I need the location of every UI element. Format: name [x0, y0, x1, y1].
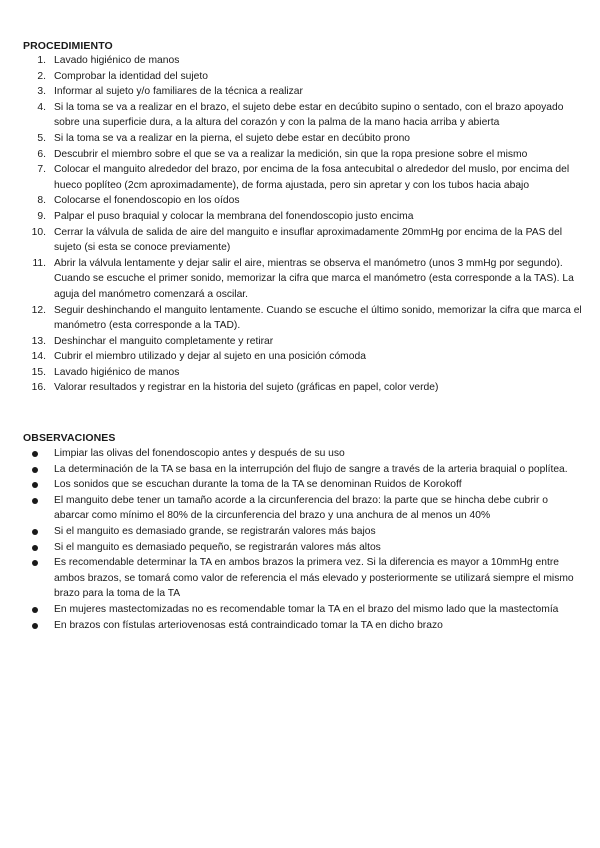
observation-text: En brazos con fístulas arteriovenosas está contraindicado tomar la TA en dicho brazo	[54, 619, 443, 631]
observaciones-list	[0, 446, 600, 633]
step-number: 6.	[37, 148, 46, 160]
bullet-icon	[32, 560, 38, 566]
step-text: Valorar resultados y registrar en la historia del sujeto (gráficas en papel, color verde)	[54, 382, 439, 394]
bullet-icon	[32, 451, 38, 457]
observation-text: Es recomendable determinar la TA en ambos brazos la primera vez. Si la diferencia es mayor a 10mmHg entre ambos brazos, se tomará como valor de referencia el más elevado y posteriormente se utilizará siempre el mismo brazo para la toma de la TA	[54, 557, 574, 600]
observation-text: Si el manguito es demasiado grande, se registrarán valores más bajos	[54, 525, 376, 537]
procedure-step	[0, 147, 600, 163]
step-number: 16.	[31, 382, 46, 394]
step-text: Si la toma se va a realizar en el brazo, el sujeto debe estar en decúbito supino o sentado, con el brazo apoyado sobre una superficie dura, a la altura del corazón y con la palma de la mano hacia arriba y abierta	[54, 101, 564, 129]
procedimiento-list	[0, 53, 600, 396]
procedure-step	[0, 365, 600, 381]
step-text: Colocarse el fonendoscopio en los oídos	[54, 195, 240, 207]
observation-text: La determinación de la TA se basa en la interrupción del flujo de sangre a través de la arteria braquial o poplítea.	[54, 463, 568, 475]
observation-text: Si el manguito es demasiado pequeño, se registrarán valores más altos	[54, 541, 381, 553]
procedimiento-heading: PROCEDIMIENTO	[23, 40, 113, 52]
procedure-step	[0, 256, 600, 303]
step-text: Descubrir el miembro sobre el que se va a realizar la medición, sin que la ropa presione sobre el mismo	[54, 148, 528, 160]
procedure-step	[0, 303, 600, 334]
observation-item	[0, 477, 600, 493]
observation-item	[0, 524, 600, 540]
step-number: 13.	[31, 335, 46, 347]
step-text: Lavado higiénico de manos	[54, 366, 180, 378]
step-text: Informar al sujeto y/o familiares de la técnica a realizar	[54, 86, 303, 98]
procedure-step	[0, 193, 600, 209]
step-number: 14.	[31, 351, 46, 363]
observaciones-heading: OBSERVACIONES	[23, 432, 116, 444]
procedure-step	[0, 225, 600, 256]
observation-item	[0, 446, 600, 462]
procedure-step	[0, 69, 600, 85]
procedure-step	[0, 349, 600, 365]
procedure-step	[0, 162, 600, 193]
step-text: Lavado higiénico de manos	[54, 55, 180, 66]
bullet-icon	[32, 467, 38, 473]
step-text: Comprobar la identidad del sujeto	[54, 70, 208, 82]
procedure-step	[0, 100, 600, 131]
procedure-step	[0, 209, 600, 225]
procedure-step	[0, 84, 600, 100]
observation-item	[0, 618, 600, 634]
step-number: 4.	[37, 101, 46, 113]
step-number: 8.	[37, 195, 46, 207]
bullet-icon	[32, 607, 38, 613]
procedure-step	[0, 53, 600, 69]
step-text: Cerrar la válvula de salida de aire del manguito e insuflar aproximadamente 20mmHg por encima de la PAS del sujeto (si esta se conoce previamente)	[54, 226, 563, 254]
step-number: 3.	[37, 86, 46, 98]
step-text: Abrir la válvula lentamente y dejar salir el aire, mientras se observa el manómetro (unos 3 mmHg por segundo). Cuando se escuche el primer sonido, memorizar la cifra que marca el manómetro (esta corresponde a la TAS). La aguja del manómetro comenzará a oscilar.	[54, 257, 574, 300]
step-number: 1.	[37, 55, 46, 66]
observation-item	[0, 462, 600, 478]
step-number: 11.	[32, 257, 46, 269]
observation-text: Los sonidos que se escuchan durante la toma de la TA se denominan Ruidos de Korokoff	[54, 479, 462, 491]
bullet-icon	[32, 498, 38, 504]
bullet-icon	[32, 545, 38, 551]
observation-item	[0, 555, 600, 602]
procedure-step	[0, 380, 600, 396]
procedure-step	[0, 334, 600, 350]
step-number: 10.	[31, 226, 46, 238]
observation-item	[0, 540, 600, 556]
observation-text: Limpiar las olivas del fonendoscopio antes y después de su uso	[54, 448, 345, 459]
bullet-icon	[32, 529, 38, 535]
observation-item	[0, 602, 600, 618]
step-text: Cubrir el miembro utilizado y dejar al sujeto en una posición cómoda	[54, 351, 366, 363]
step-number: 12.	[31, 304, 46, 316]
step-number: 15.	[31, 366, 46, 378]
step-number: 5.	[37, 132, 46, 144]
step-number: 7.	[37, 164, 46, 176]
step-text: Seguir deshinchando el manguito lentamente. Cuando se escuche el último sonido, memorizar la cifra que marca el manómetro (esta corresponde a la TAD).	[54, 304, 582, 332]
bullet-icon	[32, 482, 38, 488]
step-text: Palpar el puso braquial y colocar la membrana del fonendoscopio justo encima	[54, 210, 414, 222]
bullet-icon	[32, 623, 38, 629]
observation-text: El manguito debe tener un tamaño acorde a la circunferencia del brazo: la parte que se hincha debe cubrir o abarcar como mínimo el 80% de la circunferencia del brazo y una anchura de al menos un 40%	[54, 494, 548, 522]
step-text: Si la toma se va a realizar en la pierna, el sujeto debe estar en decúbito prono	[54, 132, 411, 144]
observation-item	[0, 493, 600, 524]
step-text: Deshinchar el manguito completamente y retirar	[54, 335, 274, 347]
procedure-step	[0, 131, 600, 147]
observation-text: En mujeres mastectomizadas no es recomendable tomar la TA en el brazo del mismo lado que la mastectomía	[54, 603, 559, 615]
step-number: 9.	[37, 210, 46, 222]
step-number: 2.	[37, 70, 46, 82]
step-text: Colocar el manguito alrededor del brazo, por encima de la fosa antecubital o alrededor del muslo, por encima del hueco poplíteo (2cm aproximadamente), de forma ajustada, pero sin apretar y con los tubos hacia abajo	[54, 164, 570, 191]
